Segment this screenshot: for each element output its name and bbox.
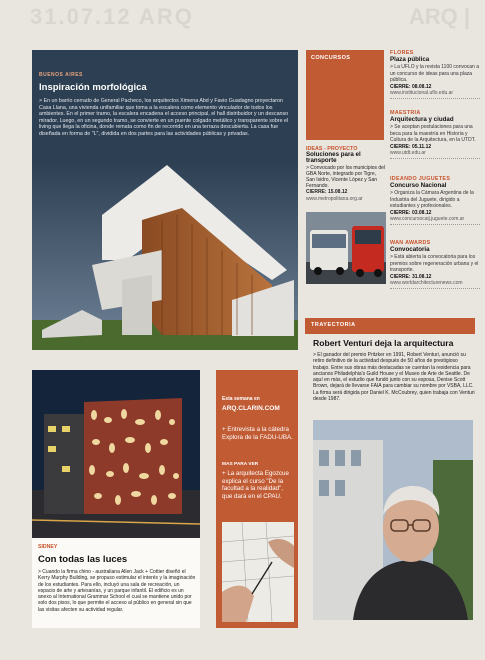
venturi-title: Robert Venturi deja la arquitectura <box>313 338 454 348</box>
item-kicker: MAESTRIA <box>390 110 421 116</box>
hero-text: > En un barrio cerrado de General Pacheco, los arquitectos Ximena Abd y Favio Guadagno proyectaron Casa Llana, una vivienda unifamiliar que toma a la escalera como elemento vinculador de todos los ambientes. En el primer tramo, la escalera encadena el acceso principal, el hall distribuidor y un descanso mirador. Luego, en un segundo tramo, se convierte en un puente colgado metálico y transparente sobre el living que llega la oficina, donde remata como fin de recorrido en una terraza descubierta. La casa fue diseñada en forma de "L", dividida en dos partes para las actividades públicas y privadas. <box>39 98 289 137</box>
venturi-portrait <box>313 420 473 620</box>
venturi-section: TRAYECTORIA <box>311 322 356 328</box>
venturi-text: > El ganador del premio Pritzker en 1991, Robert Venturi, anunció su retiro definitivo de la actividad después de 50 años de prestigioso trabajo. Entre sus obras más destacadas se cuentan la residencia para ancianos Philadelphia's Guild House y el Museo de Arte de Seattle. De aquí en más, el estudio que fundó junto con su esposa, Denise Scott Brown, dejará de llevarse FAIA para cambiar su nombre por VSBA, LLC. La firma será dirigida por Daniel K. McCoubrey, quien trabaja con Venturi desde 1987. <box>313 352 475 403</box>
item-flores <box>390 50 480 99</box>
item-date: CIERRE: 08.08.12 <box>390 84 432 91</box>
concursos-box <box>306 50 384 140</box>
item-body: > Organiza la Cámara Argentina de la Industria del Juguete, dirigido a estudiantes y profesionales. <box>390 190 474 209</box>
item-head: Convocatoria <box>390 246 430 254</box>
sydney-article <box>32 370 200 628</box>
sydney-building-photo <box>32 370 200 538</box>
semana-item-1[interactable]: + Entrevista a la cátedra Explora de la FADU-UBA. <box>222 426 293 441</box>
item-head: Plaza pública <box>390 56 430 64</box>
item-url[interactable]: www.worldarchitecturenews.com <box>390 280 480 289</box>
masthead <box>30 0 470 38</box>
ideas-date: CIERRE: 15.08.12 <box>306 189 348 196</box>
concursos-label: CONCURSOS <box>311 55 351 61</box>
item-body: > Está abierta la convocatoria para los premios sobre regeneración urbana y el transporte. <box>390 254 479 273</box>
venturi-section-bar <box>305 318 475 334</box>
item-wan <box>390 240 480 289</box>
item-date: CIERRE: 05.11.12 <box>390 144 432 151</box>
item-maestria <box>390 110 480 159</box>
ideas-head: Soluciones para el transporte <box>306 151 361 165</box>
bus-photo <box>306 212 386 284</box>
sydney-text: > Cuando la firma chino - australiana Allen Jack + Cottier diseñó el Kerry Murphy Building, se propuso estimular el interés y la imaginación de los estudiantes. Para ello, incluyó una sala de recreación, un espacio de arte y artesanías, y un parque infantil. El edificio es un anexo al International Grammar School el cual se mantiene unido por solo dos pisos, lo que permite el acceso al público en general sin que las visitas afecten su actividad regular. <box>38 569 196 613</box>
ideas-body: > Convocado por los municipios del GBA Norte, integrado por Tigre, San Isidro, Vicente López y San Fernando. <box>306 164 386 190</box>
hero-section: BUENOS AIRES <box>39 72 83 78</box>
item-date: CIERRE: 31.08.12 <box>390 274 432 281</box>
item-head: Concurso Nacional <box>390 182 447 190</box>
semana-kicker-2: MAS PARA VER <box>222 462 259 467</box>
item-date: CIERRE: 03.08.12 <box>390 210 432 217</box>
masthead-date: 31.07.12 ARQ <box>30 4 194 29</box>
item-kicker: IDEANDO JUGUETES <box>390 176 451 182</box>
item-body: > Se aceptan postulaciones para una beca para la maestría en Historia y Cultura de la Arquitectura, en la UTDT. <box>390 124 476 143</box>
ideas-url[interactable]: www.metropolitana.org.ar <box>306 195 363 202</box>
item-kicker: FLORES <box>390 50 414 56</box>
ideas-item <box>306 146 386 202</box>
item-kicker: WAN AWARDS <box>390 240 431 246</box>
semana-box <box>216 370 298 628</box>
hero-article <box>32 50 298 350</box>
ideas-kicker: IDEAS - PROYECTO <box>306 146 358 152</box>
semana-site[interactable]: ARQ.CLARIN.COM <box>222 405 280 412</box>
sydney-kicker: SIDNEY <box>38 544 58 550</box>
hero-title: Inspiración morfológica <box>39 82 147 93</box>
semana-kicker: Esta semana en <box>222 396 260 402</box>
semana-item-2[interactable]: + La arquitecta Egozcue explica el curso "De la facultad a la realidad", que dará en el CPAU. <box>222 470 289 500</box>
drawing-hands-photo <box>222 522 294 622</box>
masthead-brand: ARQ | <box>408 4 470 29</box>
item-body: > La UFLO y la revista 1100 convocan a un concurso de ideas para una plaza pública. <box>390 64 479 83</box>
house-photo <box>32 160 298 350</box>
item-url[interactable]: www.institucional.uflo.edu.ar <box>390 90 480 99</box>
item-url[interactable]: www.utdt.edu.ar <box>390 150 480 159</box>
item-url[interactable]: www.concursocaij.juguete.com.ar <box>390 216 480 225</box>
item-head: Arquitectura y ciudad <box>390 116 454 124</box>
sydney-title: Con todas las luces <box>38 554 128 565</box>
item-juguetes <box>390 176 480 225</box>
